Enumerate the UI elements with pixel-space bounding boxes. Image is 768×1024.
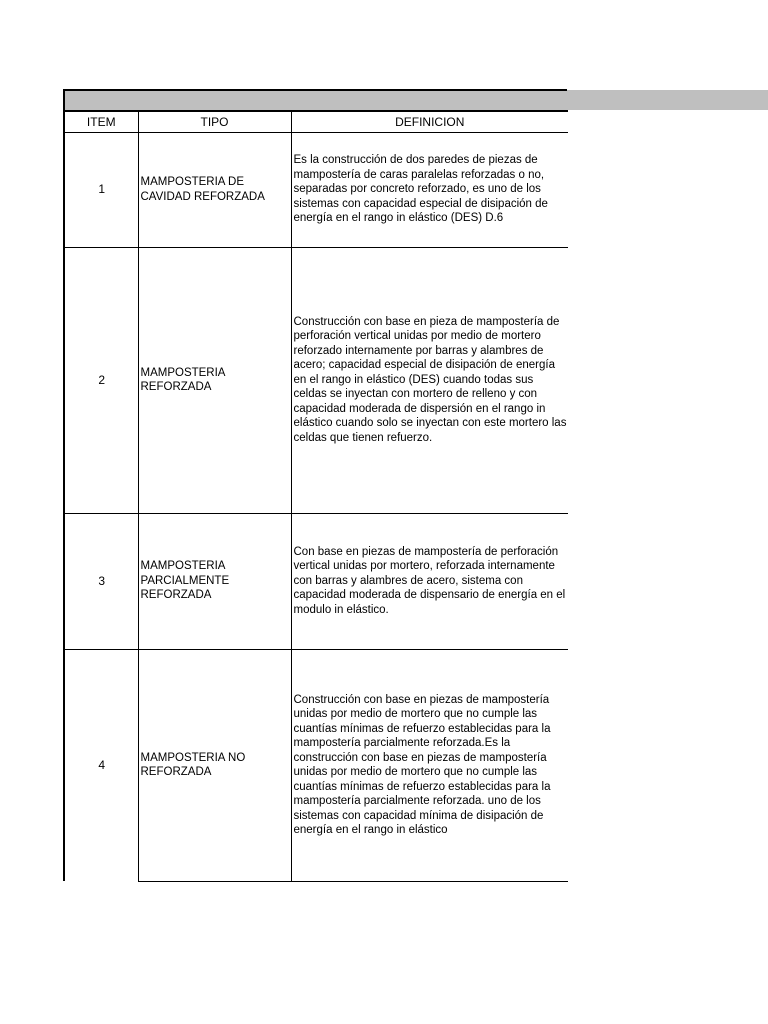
item-cell: 3 bbox=[64, 513, 138, 649]
table-row bbox=[64, 649, 568, 881]
item-cell: 2 bbox=[64, 247, 138, 513]
header-row bbox=[64, 111, 568, 132]
masonry-types-table bbox=[63, 110, 568, 882]
header-definicion: DEFINICION bbox=[291, 111, 568, 132]
tipo-cell: MAMPOSTERIA REFORZADA bbox=[138, 247, 291, 513]
table-title-band bbox=[63, 89, 567, 110]
definicion-cell: Construcción con base en pieza de mampostería de perforación vertical unidas por medio de mortero reforzado internamente por barras y alambres de acero; capacidad especial de disipación de energía en el rango in elástico (DES) cuando todas sus celdas se inyectan con mortero de relleno y con capacidad moderada de dispersión en el rango in elástico cuando solo se inyectan con este mortero las celdas que tienen refuerzo. bbox=[291, 247, 568, 513]
tipo-cell: MAMPOSTERIA DE CAVIDAD REFORZADA bbox=[138, 132, 291, 247]
definicion-cell: Construcción con base en piezas de mampostería unidas por medio de mortero que no cumple las cuantías mínimas de refuerzo establecidas para la mampostería parcialmente reforzada.Es la construcción con base en piezas de mampostería unidas por medio de mortero que no cumple las cuantías mínimas de refuerzo establecidas para la mampostería parcialmente reforzada. uno de los sistemas con capacidad mínima de disipación de energía en el rango in elástico bbox=[291, 649, 568, 881]
item-cell: 1 bbox=[64, 132, 138, 247]
tipo-cell: MAMPOSTERIA NO REFORZADA bbox=[138, 649, 291, 881]
header-fill-band bbox=[567, 90, 768, 110]
header-item: ITEM bbox=[64, 111, 138, 132]
header-tipo: TIPO bbox=[138, 111, 291, 132]
item-cell: 4 bbox=[64, 649, 138, 881]
definicion-cell: Es la construcción de dos paredes de piezas de mampostería de caras paralelas reforzadas o no, separadas por concreto reforzado, es uno de los sistemas con capacidad especial de disipación de energía en el rango in elástico (DES) D.6 bbox=[291, 132, 568, 247]
tipo-cell: MAMPOSTERIA PARCIALMENTE REFORZADA bbox=[138, 513, 291, 649]
table-row bbox=[64, 247, 568, 513]
table-row bbox=[64, 132, 568, 247]
table-row bbox=[64, 513, 568, 649]
definicion-cell: Con base en piezas de mampostería de perforación vertical unidas por mortero, reforzada internamente con barras y alambres de acero, sistema con capacidad moderada de dispensario de energía en el modulo in elástico. bbox=[291, 513, 568, 649]
